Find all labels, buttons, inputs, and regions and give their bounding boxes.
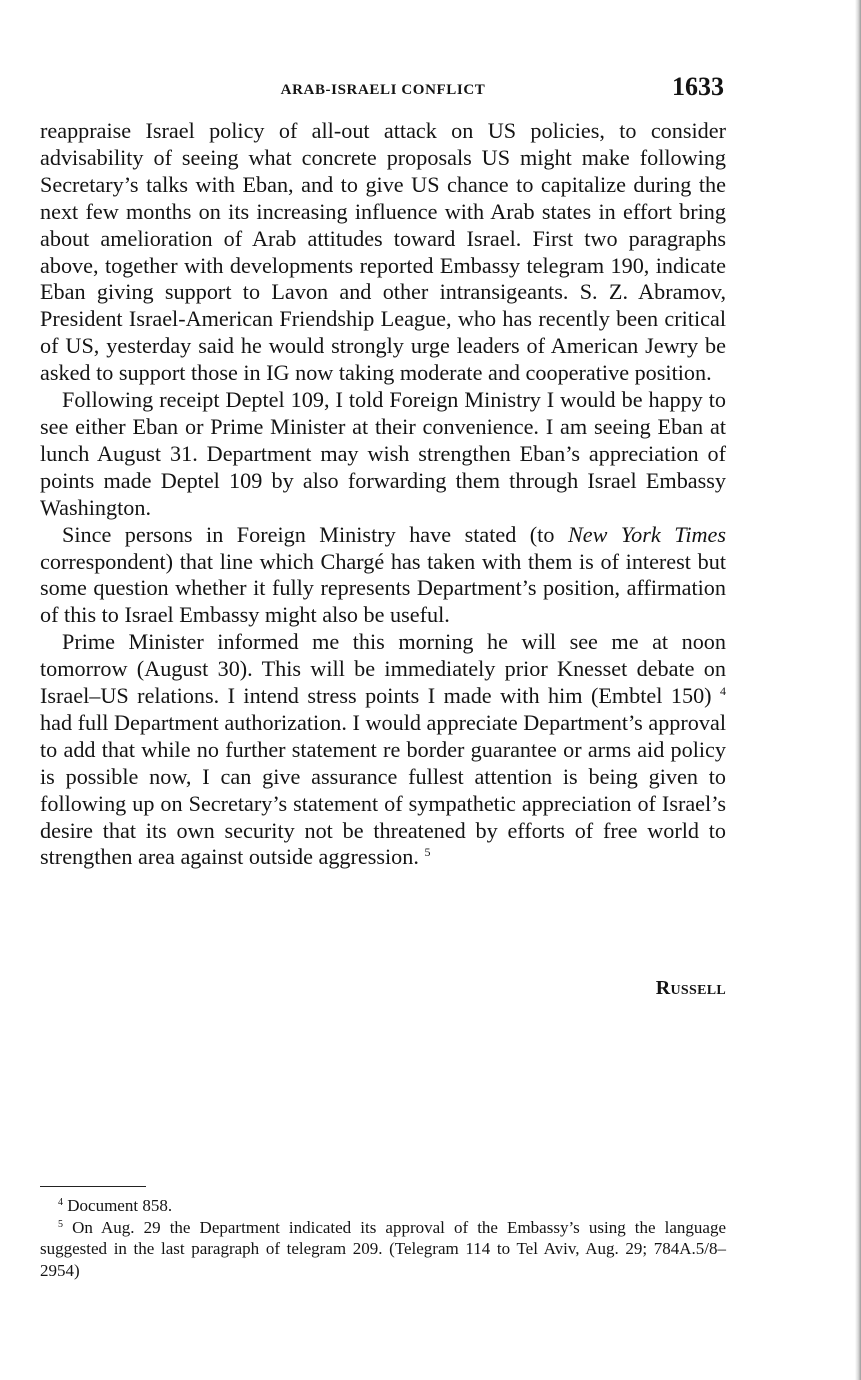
footnote-marker: 4 (58, 1197, 63, 1208)
text-segment: correspondent) that line which Chargé has taken with them is of interest but some question whether it fully represents Department’s position, affirmation of this to Israel Embassy might also be useful. (40, 548, 726, 628)
footnotes (40, 1195, 726, 1281)
footnote-text: On Aug. 29 the Department indicated its approval of the Embassy’s using the language suggested in the last paragraph of telegram 209. (Telegram 114 to Tel Aviv, Aug. 29; 784A.5/8–2954) (40, 1217, 726, 1280)
footnote-divider (40, 1186, 146, 1187)
page-header (40, 72, 726, 104)
document-body (40, 118, 726, 871)
text-segment: Prime Minister informed me this morning he will see me at noon tomorrow (August 30). This will be immediately prior Knesset debate on Israel–US relations. I intend stress points I made with him (Embtel 150) (40, 629, 726, 709)
footnote-text: Document 858. (63, 1196, 173, 1215)
body-paragraph (40, 629, 726, 871)
text-segment: reappraise Israel policy of all-out attack on US policies, to consider advisability of seeing what concrete proposals US might make following Secretary’s talks with Eban, and to give US chance to capitalize during the next few months on its increasing influence with Arab states in effort bring about amelioration of Arab attitudes toward Israel. First two paragraphs above, together with developments reported Embassy telegram 190, indicate Eban giving support to Lavon and other intransigeants. S. Z. Abramov, President Israel-American Friendship League, who has recently been critical of US, yesterday said he would strongly urge leaders of American Jewry be asked to support those in IG now taking moderate and cooperative position. (40, 118, 726, 386)
footnote-ref-4[interactable]: 4 (720, 684, 726, 699)
running-head: ARAB-ISRAELI CONFLICT (280, 82, 486, 98)
footnote-marker: 5 (58, 1218, 63, 1230)
text-segment: had full Department authorization. I would appreciate Department’s approval to add that while no further statement re border guarantee or arms aid policy is possible now, I can give assurance fullest attention is being given to following up on Secretary’s statement of sympathetic appreciation of Israel’s desire that its own security not be threatened by efforts of free world to strengthen area against outside aggression. (40, 709, 726, 870)
text-segment: Since persons in Foreign Ministry have stated (to (62, 521, 568, 547)
footnote-ref-5[interactable]: 5 (424, 845, 431, 860)
body-paragraph (40, 387, 726, 522)
text-segment: Following receipt Deptel 109, I told Foreign Ministry I would be happy to see either Eban or Prime Minister at their convenience. I am seeing Eban at lunch August 31. Department may wish strengthen Eban’s appreciation of points made Deptel 109 by also forwarding them through Israel Embassy Washington. (40, 387, 726, 520)
body-paragraph (40, 522, 726, 630)
newspaper-title: New York Times (567, 521, 727, 547)
signature: Russell (655, 977, 726, 999)
page-edge-shadow (855, 0, 861, 1380)
page-number: 1633 (672, 72, 724, 101)
footnote (40, 1195, 726, 1217)
body-paragraph (40, 118, 726, 387)
footnote (40, 1217, 726, 1282)
